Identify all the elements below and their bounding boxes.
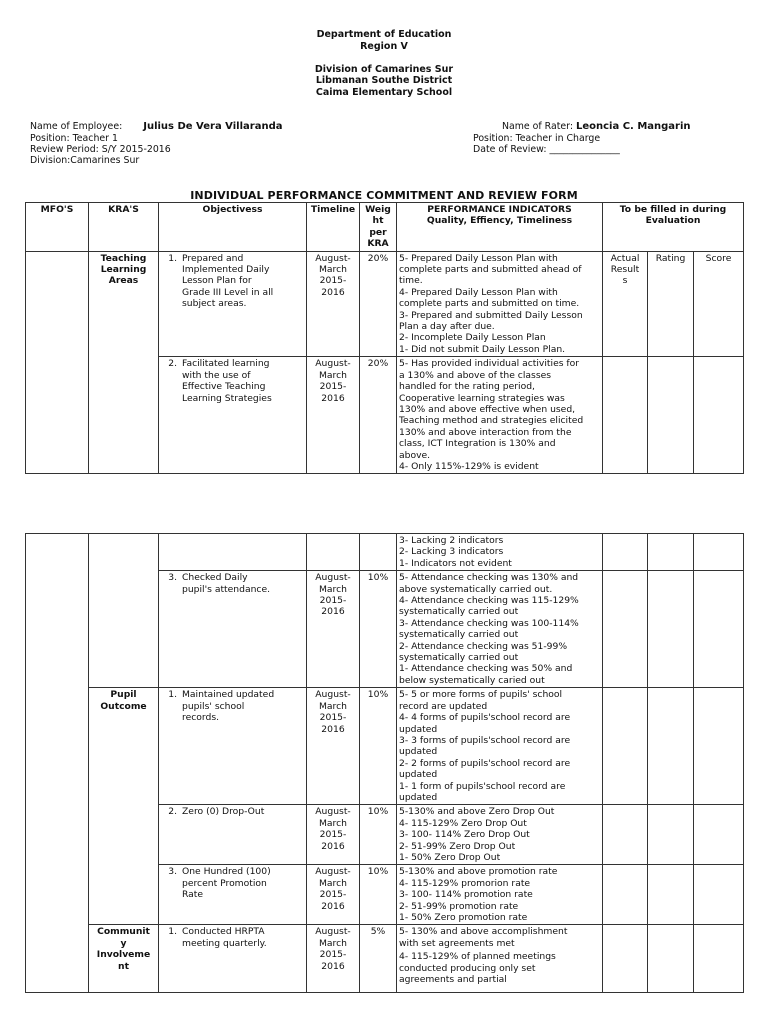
- timeline-cell: August- March 2015- 2016: [307, 357, 360, 474]
- table-row: [26, 534, 744, 571]
- division-heading: Division of Camarines Sur: [314, 64, 454, 75]
- rating-cell: [648, 534, 694, 571]
- school-heading: Caima Elementary School: [315, 87, 453, 98]
- weight-cell: 10%: [360, 688, 397, 805]
- objective-cell: 1. Maintained updated pupils' school records.: [159, 688, 307, 805]
- score-cell: [694, 688, 744, 805]
- actual-results-header: Actual Result s: [603, 251, 648, 357]
- objective-cell: 3. Checked Daily pupil's attendance.: [159, 571, 307, 688]
- objective-cell: 1. Conducted HRPTA meeting quarterly.: [159, 925, 307, 993]
- kra-cell: [89, 534, 159, 688]
- indicators-cell: 5- 130% and above accomplishment with set agreements met 4- 115-129% of planned meetings conducted producing only set agreements and partial: [397, 925, 603, 993]
- date-of-review: Date of Review: _______________: [473, 144, 620, 155]
- timeline-cell: August- March 2015- 2016: [307, 865, 360, 925]
- indicators-cell: 5- Has provided individual activities for a 130% and above of the classes handled for the rating period, Cooperative learning strategies was 130% and above effective when used, Teaching method and strategies elicited 130% and above interaction from the class, ICT Integration is 130% and above. 4- Only 115%-129% is evident: [397, 357, 603, 474]
- weight-cell: 10%: [360, 865, 397, 925]
- indicators-cell: 5- Prepared Daily Lesson Plan with complete parts and submitted ahead of time. 4- Prepared Daily Lesson Plan with complete parts and submitted on time. 3- Prepared and submitted Daily Lesson Plan a day after due. 2- Incomplete Daily Lesson Plan 1- Did not submit Daily Lesson Plan.: [397, 251, 603, 357]
- objective-cell: 2. Zero (0) Drop-Out: [159, 805, 307, 865]
- kra-pupil-outcome: Pupil Outcome: [89, 688, 159, 925]
- employee-name-row: [30, 121, 282, 133]
- rating-cell: [648, 925, 694, 993]
- actual-cell: [603, 534, 648, 571]
- table-row: [26, 925, 744, 993]
- indicators-cell: 5- Attendance checking was 130% and above systematically carried out. 4- Attendance checking was 115-129% systematically carried out 3- Attendance checking was 100-114% systematically carried out 2- Attendance checking was 51-99% systematically carried out 1- Attendance checking was 50% and below systematically caried out: [397, 571, 603, 688]
- col-weight: Weig ht per KRA: [360, 203, 397, 252]
- rating-cell: [648, 688, 694, 805]
- col-mfo: MFO'S: [26, 203, 89, 252]
- timeline-cell: August- March 2015- 2016: [307, 571, 360, 688]
- rating-cell: [648, 357, 694, 474]
- rating-cell: [648, 805, 694, 865]
- score-cell: [694, 805, 744, 865]
- rater-position: Position: Teacher in Charge: [473, 133, 601, 144]
- timeline-cell: [307, 534, 360, 571]
- timeline-cell: August- March 2015- 2016: [307, 805, 360, 865]
- form-title: INDIVIDUAL PERFORMANCE COMMITMENT AND REVIEW FORM: [190, 189, 578, 202]
- employee-name: Julius De Vera Villaranda: [143, 121, 283, 132]
- indicators-cell: 3- Lacking 2 indicators 2- Lacking 3 indicators 1- Indicators not evident: [397, 534, 603, 571]
- score-cell: [694, 865, 744, 925]
- timeline-cell: August- March 2015- 2016: [307, 688, 360, 805]
- weight-cell: 20%: [360, 357, 397, 474]
- rating-header: Rating: [648, 251, 694, 357]
- employee-name-label: Name of Employee:: [30, 121, 123, 132]
- objective-cell: 1. Prepared and Implemented Daily Lesson Plan for Grade III Level in all subject areas.: [159, 251, 307, 357]
- col-objectives: Objectivess: [159, 203, 307, 252]
- score-cell: [694, 357, 744, 474]
- table-row: [26, 251, 744, 357]
- timeline-cell: August- March 2015- 2016: [307, 925, 360, 993]
- timeline-cell: August- March 2015- 2016: [307, 251, 360, 357]
- kra-teaching: Teaching Learning Areas: [89, 251, 159, 474]
- col-timeline: Timeline: [307, 203, 360, 252]
- mfo-cell: [26, 251, 89, 474]
- department-heading: Department of Education: [316, 29, 452, 40]
- actual-cell: [603, 571, 648, 688]
- col-indicators: PERFORMANCE INDICATORS Quality, Effiency, Timeliness: [397, 203, 603, 252]
- col-evaluation: To be filled in during Evaluation: [603, 203, 744, 252]
- objective-cell: [159, 534, 307, 571]
- indicators-cell: 5-130% and above Zero Drop Out 4- 115-129% Zero Drop Out 3- 100- 114% Zero Drop Out 2- 51-99% Zero Drop Out 1- 50% Zero Drop Out: [397, 805, 603, 865]
- weight-cell: 10%: [360, 805, 397, 865]
- weight-cell: [360, 534, 397, 571]
- score-cell: [694, 534, 744, 571]
- employee-division: Division:Camarines Sur: [30, 155, 140, 166]
- kra-community-involvement: Communit y Involveme nt: [89, 925, 159, 993]
- rating-cell: [648, 571, 694, 688]
- mfo-cell: [26, 534, 89, 993]
- header-row: [26, 203, 744, 252]
- indicators-cell: 5- 5 or more forms of pupils' school record are updated 4- 4 forms of pupils'school record are updated 3- 3 forms of pupils'school record are updated 2- 2 forms of pupils'school record are updated 1- 1 form of pupils'school record are updated: [397, 688, 603, 805]
- objective-cell: 3. One Hundred (100) percent Promotion Rate: [159, 865, 307, 925]
- objective-cell: 2. Facilitated learning with the use of Effective Teaching Learning Strategies: [159, 357, 307, 474]
- weight-cell: 20%: [360, 251, 397, 357]
- rater-name-label: Name of Rater:: [502, 121, 573, 132]
- actual-cell: [603, 805, 648, 865]
- weight-cell: 10%: [360, 571, 397, 688]
- region-heading: Region V: [360, 41, 408, 52]
- actual-cell: [603, 357, 648, 474]
- score-cell: [694, 571, 744, 688]
- rating-cell: [648, 865, 694, 925]
- table-row: [26, 688, 744, 805]
- col-kra: KRA'S: [89, 203, 159, 252]
- ipcrf-table-page1: [25, 202, 744, 474]
- employee-position: Position: Teacher 1: [30, 133, 118, 144]
- ipcrf-table-page2: [25, 533, 744, 993]
- actual-cell: [603, 925, 648, 993]
- weight-cell: 5%: [360, 925, 397, 993]
- review-period: Review Period: S/Y 2015-2016: [30, 144, 171, 155]
- actual-cell: [603, 688, 648, 805]
- district-heading: Libmanan Southe District: [315, 75, 453, 86]
- rater-name: Leoncia C. Mangarin: [575, 121, 691, 132]
- score-header: Score: [694, 251, 744, 357]
- score-cell: [694, 925, 744, 993]
- indicators-cell: 5-130% and above promotion rate 4- 115-129% promorion rate 3- 100- 114% promotion rate 2- 51-99% promotion rate 1- 50% Zero promotion rate: [397, 865, 603, 925]
- actual-cell: [603, 865, 648, 925]
- rater-name-row: [502, 121, 691, 133]
